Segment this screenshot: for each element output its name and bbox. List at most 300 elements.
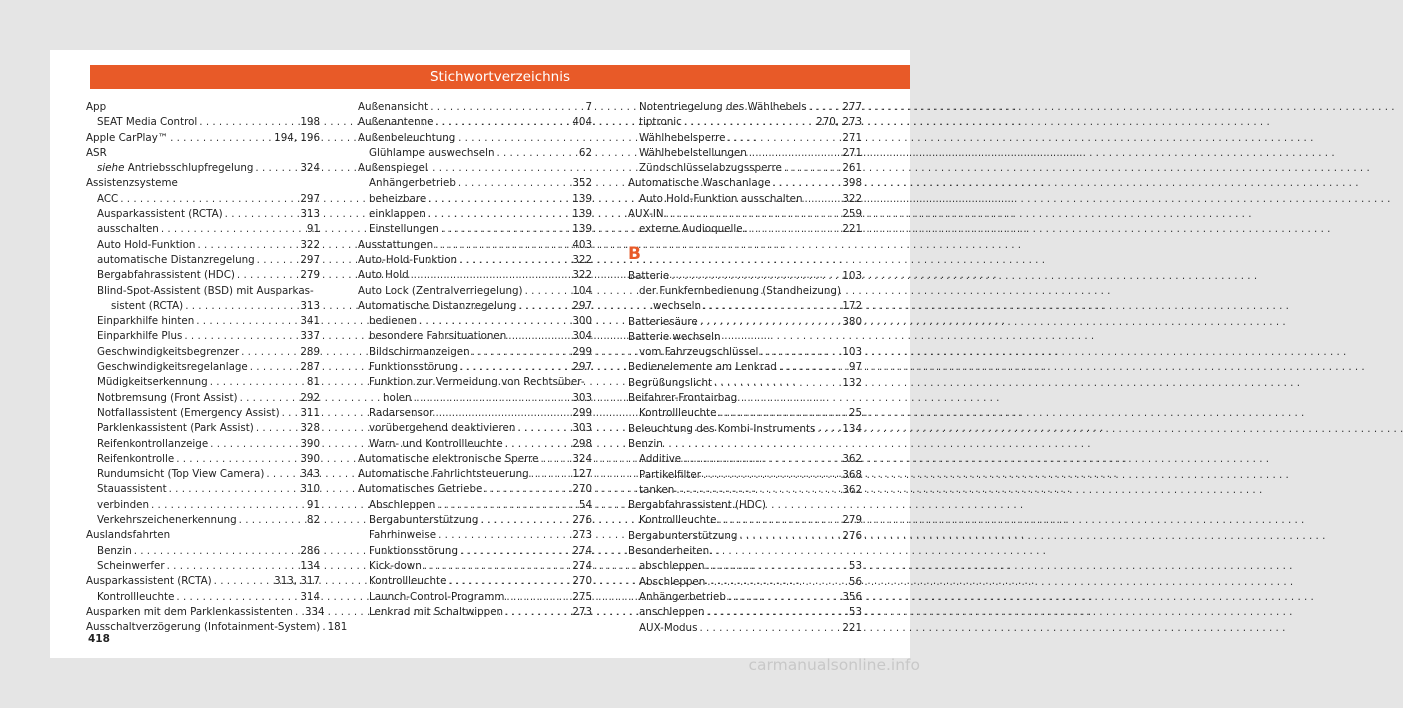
leader-dots	[718, 406, 846, 421]
leader-dots	[120, 192, 298, 207]
index-entry	[86, 299, 320, 314]
leader-dots	[419, 314, 570, 329]
leader-dots	[666, 207, 841, 222]
index-entry	[86, 207, 320, 222]
index-page-ref: 127	[572, 468, 592, 481]
index-page-ref: 181	[327, 621, 348, 634]
leader-dots	[683, 452, 840, 467]
leader-dots	[505, 437, 571, 452]
index-entry	[628, 437, 862, 452]
leader-dots	[214, 574, 272, 589]
index-entry	[358, 161, 592, 176]
index-page-ref: 343	[300, 468, 320, 481]
leader-dots	[472, 345, 571, 360]
index-entry-term: Batteriesäure	[628, 315, 698, 328]
index-page-ref: 297	[572, 361, 592, 374]
index-page-ref: 322	[572, 269, 592, 282]
leader-dots	[225, 207, 299, 222]
index-entry-term: Notbremsung (Front Assist)	[97, 391, 238, 404]
index-page-ref: 324	[300, 162, 320, 175]
index-column-2	[358, 100, 592, 620]
index-page-ref: 7	[585, 101, 592, 113]
index-entry-term: Glühlampe auswechseln	[369, 146, 495, 159]
index-entry-term: Warn- und Kontrollleuchte	[369, 437, 503, 450]
index-entry	[628, 590, 862, 605]
leader-dots	[428, 207, 571, 222]
leader-dots	[505, 605, 570, 620]
leader-dots	[170, 131, 272, 146]
index-entry	[628, 468, 862, 483]
leader-dots	[784, 161, 841, 176]
index-page-ref: 368	[842, 468, 862, 481]
index-entry	[358, 284, 592, 299]
index-page-ref: 273	[572, 529, 592, 542]
index-entry-term: Auto-Hold-Funktion	[358, 253, 458, 266]
index-entry	[628, 621, 862, 636]
leader-dots	[428, 192, 570, 207]
leader-dots	[508, 329, 570, 344]
index-entry	[628, 330, 862, 345]
index-entry	[86, 590, 320, 605]
index-page-ref: 322	[842, 192, 862, 205]
index-entry	[86, 467, 320, 482]
index-entry-term: anschleppen	[639, 606, 705, 619]
leader-dots	[176, 590, 298, 605]
index-entry	[86, 115, 320, 130]
index-page-ref: 276	[572, 514, 592, 527]
index-entry	[628, 376, 862, 391]
leader-dots	[185, 299, 298, 314]
index-entry-term: Auto Hold-Funktion ausschalten	[639, 192, 803, 205]
index-entry	[86, 284, 320, 299]
index-page-ref: 56	[848, 575, 862, 588]
leader-dots	[441, 222, 571, 237]
index-entry-term: Notfallassistent (Emergency Assist)	[97, 406, 280, 419]
index-page-ref: 261	[842, 162, 862, 175]
index-entry-term: tanken	[639, 483, 675, 496]
index-column-3	[628, 100, 862, 636]
index-page-ref: 276	[842, 529, 862, 542]
index-entry	[358, 192, 592, 207]
index-entry-term: Kick-down	[369, 559, 422, 572]
leader-dots	[714, 376, 840, 391]
index-entry-term: Begrüßungslicht	[628, 376, 713, 389]
index-entry-term: Funktionsstörung	[369, 544, 458, 557]
index-entry	[628, 575, 862, 590]
leader-dots	[237, 268, 298, 283]
index-entry	[628, 100, 862, 115]
index-entry-term: Geschwindigkeitsregelanlage	[97, 361, 248, 374]
index-page-ref: 311	[300, 406, 320, 419]
leader-dots	[671, 269, 840, 284]
index-entry-term: App	[86, 101, 107, 113]
index-entry	[628, 115, 862, 130]
index-entry-term: Stauassistent	[97, 483, 167, 496]
leader-dots	[745, 222, 841, 237]
index-entry-term: Launch-Control-Programm	[369, 590, 505, 603]
index-entry-term: ausschalten	[97, 223, 159, 236]
index-entry-term: Auto Lock (Zentralverriegelung)	[358, 284, 523, 297]
index-entry-term: Automatische Distanzregelung	[358, 299, 517, 312]
leader-dots	[506, 590, 570, 605]
leader-dots	[684, 115, 814, 130]
index-entry	[628, 406, 862, 421]
index-entry-term: AUX-IN	[628, 208, 664, 221]
index-page-ref: 304	[572, 330, 592, 343]
index-entry-term: Einparkhilfe Plus	[97, 330, 183, 343]
leader-dots	[196, 314, 298, 329]
leader-dots	[707, 605, 847, 620]
index-entry	[628, 131, 862, 146]
leader-dots	[707, 559, 847, 574]
leader-dots	[210, 437, 298, 452]
index-entry-term: Auto Hold	[358, 269, 409, 282]
leader-dots	[161, 222, 305, 237]
index-entry-term: tiptronic	[639, 116, 682, 129]
index-entry-term: Apple CarPlay™	[86, 131, 169, 144]
section-header	[90, 65, 910, 89]
index-page-ref: 104	[572, 284, 592, 297]
index-entry	[628, 146, 862, 161]
index-page-ref: 271	[842, 146, 862, 159]
index-page-ref: 292	[300, 391, 320, 404]
index-page-ref: 403	[572, 238, 592, 251]
leader-dots	[257, 253, 299, 268]
leader-dots	[430, 100, 583, 115]
index-page-ref: 221	[842, 223, 862, 236]
leader-dots	[438, 528, 570, 543]
index-page-ref: 134	[300, 559, 320, 572]
index-entry	[358, 528, 592, 543]
index-entry-term: Außenantenne	[358, 116, 434, 129]
leader-dots	[480, 513, 570, 528]
index-page-ref: 274	[572, 544, 592, 557]
index-column-1	[86, 100, 348, 635]
leader-dots	[541, 452, 571, 467]
index-entry-term: Wählhebelstellungen	[639, 146, 747, 159]
leader-dots	[809, 100, 841, 115]
index-entry-term: bedienen	[369, 315, 417, 328]
index-entry	[628, 207, 862, 222]
leader-dots	[496, 146, 576, 161]
index-entry	[86, 574, 320, 589]
index-entry-term: Scheinwerfer	[97, 559, 165, 572]
leader-dots	[518, 299, 570, 314]
index-entry	[358, 345, 592, 360]
index-entry	[86, 238, 320, 253]
index-entry-term: Funktion zur Vermeidung von Rechtsüber-	[369, 376, 585, 389]
index-page-ref: 259	[842, 208, 862, 221]
index-entry-term: Ausparken mit dem Parklenkassistenten	[86, 605, 293, 618]
index-page-ref: 299	[572, 406, 592, 419]
leader-dots	[718, 513, 840, 528]
index-entry	[628, 605, 862, 620]
index-entry	[628, 284, 862, 299]
index-entry-term: Benzin	[97, 544, 132, 557]
index-entry	[628, 192, 862, 207]
index-page-ref: 334	[304, 605, 325, 618]
index-page-ref: 277	[842, 101, 862, 113]
index-page-ref: 279	[300, 269, 320, 282]
index-entry	[358, 574, 592, 589]
index-entry-term: Beifahrer-Frontairbag	[628, 392, 738, 405]
index-entry-term: Kontrollleuchte	[639, 514, 717, 527]
index-entry-term: Lenkrad mit Schaltwippen	[369, 605, 504, 618]
index-entry-term: Einstellungen	[369, 223, 439, 236]
leader-dots	[295, 605, 303, 620]
index-entry-term: Außenspiegel	[358, 162, 428, 175]
index-entry	[86, 268, 320, 283]
index-entry-term: Radarsensor	[369, 406, 434, 419]
index-entry	[358, 329, 592, 344]
leader-dots	[435, 238, 570, 253]
index-entry-term: Notentriegelung des Wählhebels	[639, 101, 807, 113]
index-entry-term: Blind-Spot-Assistent (BSD) mit Ausparkas-	[97, 284, 314, 297]
index-entry-term: Rundumsicht (Top View Camera)	[97, 468, 265, 481]
index-entry-term: Abschleppen	[639, 575, 706, 588]
leader-dots	[727, 131, 840, 146]
index-page-ref: 324	[572, 452, 592, 465]
index-entry-term: vom Fahrzeugschlüssel	[639, 346, 759, 359]
index-entry-term: besondere Fahrsituationen	[369, 330, 507, 343]
leader-dots	[707, 575, 847, 590]
index-letter-heading: B	[628, 243, 641, 264]
index-page-ref: 310	[300, 483, 320, 496]
index-page-ref: 270, 273	[816, 116, 862, 129]
index-entry-term: externe Audioquelle	[639, 223, 743, 236]
index-page-ref: 139	[572, 192, 592, 205]
leader-dots	[703, 468, 840, 483]
index-entry-term: Fahrhinweise	[369, 529, 437, 542]
index-entry	[358, 375, 592, 390]
index-entry-term: SEAT Media Control	[97, 116, 198, 129]
index-entry-term: Automatisches Getriebe	[358, 483, 483, 496]
index-entry-term: Müdigkeitserkennung	[97, 376, 208, 389]
leader-dots	[728, 590, 840, 605]
index-page-ref: 91	[306, 223, 320, 236]
index-entry	[628, 513, 862, 528]
index-entry	[628, 345, 862, 360]
index-entry	[86, 482, 320, 497]
index-entry	[358, 314, 592, 329]
index-entry-term: Außenbeleuchtung	[358, 131, 456, 144]
index-entry	[628, 559, 862, 574]
index-entry	[628, 360, 862, 375]
index-entry-term: Assistenzsysteme	[86, 177, 178, 190]
index-entry-term: Einparkhilfe hinten	[97, 315, 195, 328]
index-entry	[358, 268, 592, 283]
index-entry	[358, 115, 592, 130]
watermark: carmanualsonline.info	[748, 656, 920, 674]
index-entry-term: Partikelfilter	[639, 468, 701, 481]
index-page-ref: 297	[300, 253, 320, 266]
index-page-ref: 322	[300, 238, 320, 251]
index-entry-term: Bergabunterstützung	[369, 514, 479, 527]
index-page-ref: 298	[572, 437, 592, 450]
index-entry-term: Anhängerbetrieb	[369, 177, 456, 190]
index-page-ref: 313	[300, 208, 320, 221]
index-entry	[86, 253, 320, 268]
index-entry-term: Verkehrszeichenerkennung	[97, 514, 237, 527]
index-entry-term: Batterie wechseln	[628, 330, 721, 343]
index-entry	[358, 360, 592, 375]
index-entry	[86, 375, 320, 390]
index-entry-term: Abschleppen	[369, 498, 436, 511]
index-page-ref: 172	[842, 300, 862, 313]
leader-dots	[484, 482, 570, 497]
index-entry	[358, 100, 592, 115]
index-entry	[628, 222, 862, 237]
index-entry	[358, 299, 592, 314]
index-page-ref: 380	[842, 315, 862, 328]
index-entry-term: einklappen	[369, 208, 426, 221]
page-number: 418	[88, 633, 110, 645]
leader-dots	[458, 176, 570, 191]
index-entry	[86, 161, 320, 176]
leader-dots	[240, 391, 299, 406]
leader-dots	[436, 115, 571, 130]
index-page-ref: 337	[300, 330, 320, 343]
index-page-ref: 274	[572, 559, 592, 572]
leader-dots	[739, 529, 840, 544]
index-page-ref: 273	[572, 605, 592, 618]
index-page-ref: 398	[842, 177, 862, 190]
index-entry	[628, 452, 862, 467]
index-page-ref: 270	[572, 483, 592, 496]
index-entry	[628, 299, 862, 314]
index-page-ref: 132	[842, 376, 862, 389]
leader-dots	[760, 345, 840, 360]
index-entry	[358, 482, 592, 497]
index-page-ref: 134	[842, 422, 862, 435]
index-page-ref: 103	[842, 346, 862, 359]
index-page-ref: 289	[300, 345, 320, 358]
index-entry	[86, 329, 320, 344]
index-entry-term: Bildschirmanzeigen	[369, 345, 470, 358]
index-page-ref: 221	[842, 621, 862, 634]
index-entry-term: AUX-Modus	[639, 621, 698, 634]
manual-page	[50, 50, 910, 658]
index-page-ref: 297	[300, 192, 320, 205]
leader-dots	[805, 192, 841, 207]
index-entry	[628, 544, 862, 559]
leader-dots	[700, 315, 841, 330]
index-page-ref: 362	[842, 453, 862, 466]
index-entry-term: Automatische Waschanlage	[628, 177, 771, 190]
index-page-ref: 352	[572, 177, 592, 190]
index-page-ref: 303	[572, 422, 592, 435]
index-page-ref: 53	[848, 560, 862, 573]
leader-dots	[184, 329, 298, 344]
index-page-ref: 139	[572, 208, 592, 221]
index-page-ref: 322	[572, 253, 592, 266]
index-entry	[86, 513, 320, 528]
index-entry-term: vorübergehend deaktivieren	[369, 422, 516, 435]
index-entry	[628, 529, 862, 544]
leader-dots	[255, 161, 298, 176]
leader-dots	[676, 483, 840, 498]
index-entry	[86, 146, 320, 161]
leader-dots	[241, 345, 298, 360]
index-entry-term: ASR	[86, 146, 107, 159]
index-entry-term: Funktionsstörung	[369, 361, 458, 374]
index-entry-term: Reifenkontrollanzeige	[97, 437, 209, 450]
index-page-ref: 313, 317	[274, 575, 320, 588]
index-page-ref: 103	[842, 269, 862, 282]
index-entry	[358, 146, 592, 161]
index-entry-term: der Funkfernbedienung (Standheizung)	[639, 284, 841, 297]
index-entry	[358, 498, 592, 513]
index-entry	[358, 513, 592, 528]
index-entry-term: Bergabfahrassistent (HDC)	[97, 269, 235, 282]
index-page-ref: 198	[300, 116, 320, 129]
index-entry	[86, 176, 320, 191]
leader-dots	[176, 452, 298, 467]
index-entry-term: ACC	[97, 192, 119, 205]
index-entry	[358, 176, 592, 191]
index-entry	[358, 452, 592, 467]
index-entry-term: verbinden	[97, 498, 149, 511]
index-entry-term: Parklenkassistent (Park Assist)	[97, 422, 254, 435]
leader-dots	[169, 482, 299, 497]
index-page-ref: 275	[572, 590, 592, 603]
index-page-ref: 362	[842, 483, 862, 496]
index-entry-term: abschleppen	[639, 560, 705, 573]
index-entry-term: Ausparkassistent (RCTA)	[97, 208, 223, 221]
index-entry-term: Bergabunterstützung	[628, 529, 738, 542]
index-entry: Ausschaltverzögerung (Infotainment-System) . 181	[86, 620, 320, 635]
leader-dots	[424, 559, 571, 574]
index-entry-term: sistent (RCTA)	[111, 299, 184, 312]
index-entry	[628, 176, 862, 191]
index-entry	[358, 544, 592, 559]
leader-dots	[134, 544, 299, 559]
index-page-ref: 270	[572, 575, 592, 588]
index-entry-term: Kontrollleuchte	[369, 575, 447, 588]
leader-dots	[250, 360, 299, 375]
index-entry	[358, 605, 592, 620]
index-entry	[628, 269, 862, 284]
leader-dots	[773, 176, 841, 191]
index-page-ref: 341	[300, 315, 320, 328]
index-entry	[628, 498, 862, 513]
index-entry	[86, 421, 320, 436]
index-entry	[358, 590, 592, 605]
leader-dots	[151, 498, 305, 513]
index-entry-term: Anhängerbetrieb	[639, 590, 726, 603]
index-entry-term: Auto Hold-Funktion	[97, 238, 196, 251]
index-entry	[628, 483, 862, 498]
index-entry-term: Kontrollleuchte	[639, 407, 717, 420]
index-entry	[86, 544, 320, 559]
index-entry-term: Zündschlüsselabzugssperre	[639, 162, 782, 175]
index-page-ref: 82	[306, 514, 320, 527]
index-page-ref: 53	[848, 606, 862, 619]
leader-dots	[167, 559, 299, 574]
leader-dots	[525, 284, 571, 299]
leader-dots	[199, 115, 298, 130]
leader-dots	[256, 421, 299, 436]
index-page-ref: 303	[572, 391, 592, 404]
index-entry	[86, 192, 320, 207]
index-page-ref: 390	[300, 452, 320, 465]
index-entry	[358, 238, 592, 253]
index-entry	[358, 437, 592, 452]
index-page-ref: 390	[300, 437, 320, 450]
index-page-ref: 279	[842, 514, 862, 527]
index-entry	[86, 391, 320, 406]
leader-dots	[459, 253, 570, 268]
